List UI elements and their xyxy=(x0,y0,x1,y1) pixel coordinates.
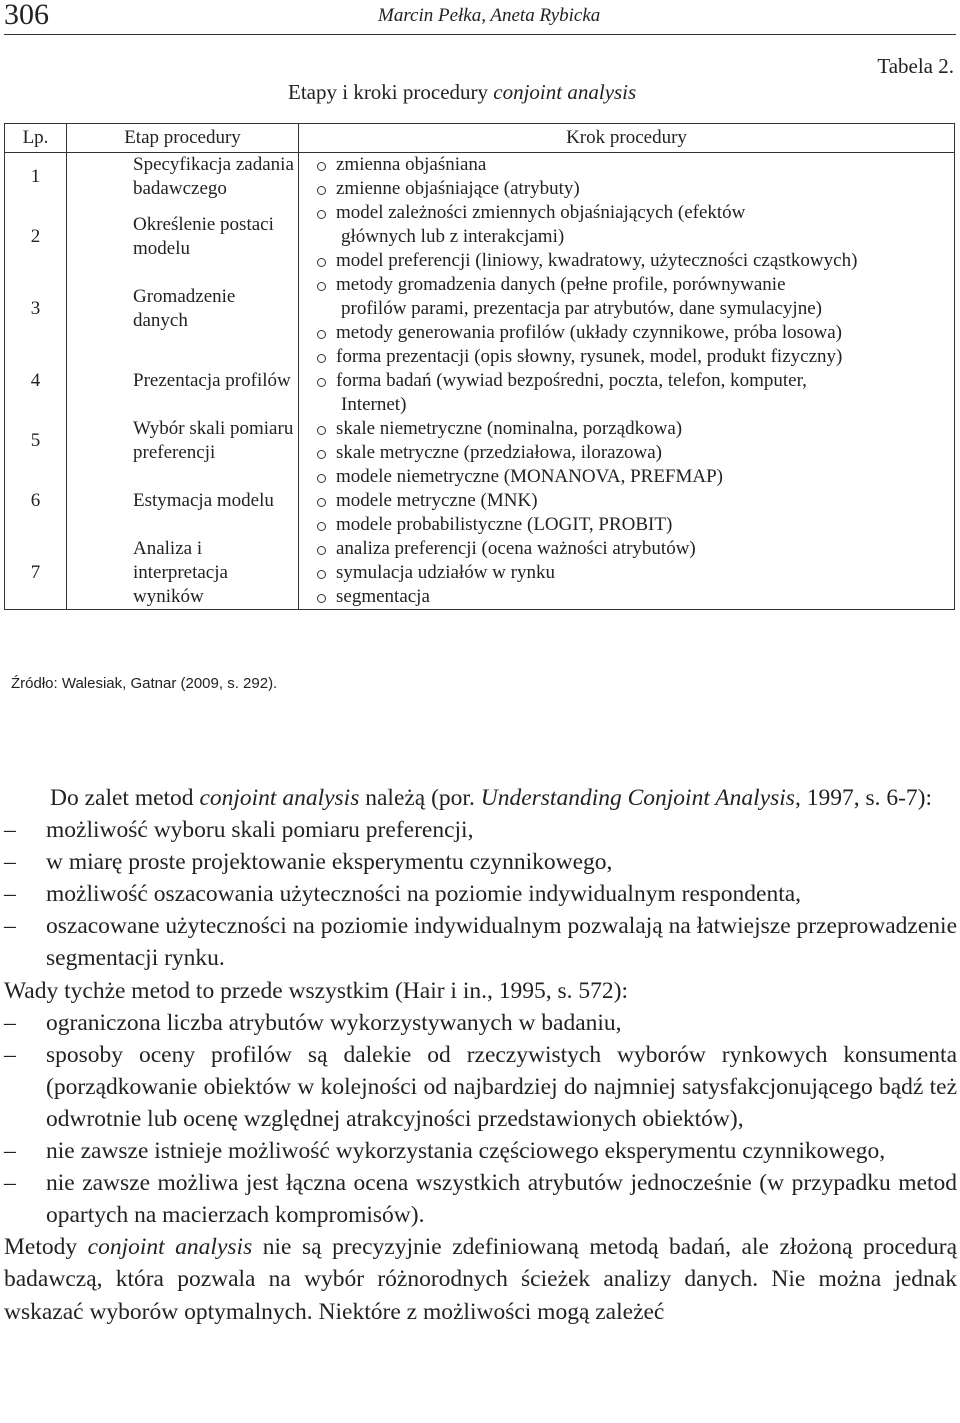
step-text: forma prezentacji (opis słowny, rysunek, model, produkt fizyczny) xyxy=(336,346,843,367)
stage-cell: Wybór skali pomiaru preferencji xyxy=(67,417,299,465)
step-text: segmentacja xyxy=(336,586,430,607)
list-item xyxy=(4,910,957,974)
circle-bullet-icon xyxy=(317,522,326,531)
step-text: modele probabilistyczne (LOGIT, PROBIT) xyxy=(336,514,673,535)
circle-bullet-icon xyxy=(317,186,326,195)
col-header-lp: Lp. xyxy=(5,124,67,153)
list-item-text: nie zawsze możliwa jest łączna ocena wszystkich atrybutów jednocześnie (w przypadku metod opartych na macierzach kompromisów). xyxy=(46,1170,957,1229)
table-row xyxy=(5,537,955,610)
circle-bullet-icon xyxy=(317,498,326,507)
row-number: 6 xyxy=(5,465,67,537)
disadvantages-list xyxy=(4,1007,957,1232)
circle-bullet-icon xyxy=(317,162,326,171)
col-header-stage: Etap procedury xyxy=(67,124,299,153)
row-number: 7 xyxy=(5,537,67,610)
row-number: 1 xyxy=(5,153,67,202)
list-item-text: w miarę proste projektowanie eksperymentu czynnikowego, xyxy=(46,849,613,876)
step-text: zmienne objaśniające (atrybuty) xyxy=(336,178,580,199)
step-item xyxy=(317,225,948,249)
step-text: zmienna objaśniana xyxy=(336,154,487,175)
table-row xyxy=(5,201,955,273)
list-item xyxy=(4,1135,957,1167)
step-item xyxy=(317,297,948,321)
circle-bullet-icon xyxy=(317,282,326,291)
step-text: modele niemetryczne (MONANOVA, PREFMAP) xyxy=(336,466,723,487)
step-item xyxy=(317,513,948,537)
step-text: skale metryczne (przedziałowa, ilorazowa) xyxy=(336,442,662,463)
list-item-text: nie zawsze istnieje możliwość wykorzystania częściowego eksperymentu czynnikowego, xyxy=(46,1138,886,1165)
step-item xyxy=(317,561,948,585)
list-item-text: oszacowane użyteczności na poziomie indywidualnym pozwalają na łatwiejsze przeprowadzenie segmentacji rynku. xyxy=(46,913,957,972)
list-item xyxy=(4,878,957,910)
table-label: Tabela 2. xyxy=(877,54,954,78)
paragraph-advantages-intro: Do zalet metod conjoint analysis należą (por. Understanding Conjoint Analysis, 1997, s. 6-7): xyxy=(50,785,933,811)
step-item xyxy=(317,465,948,489)
table-source: Źródło: Walesiak, Gatnar (2009, s. 292). xyxy=(11,675,278,692)
dash-bullet-icon: – xyxy=(4,817,16,844)
row-number: 3 xyxy=(5,273,67,345)
circle-bullet-icon xyxy=(317,450,326,459)
step-text: Internet) xyxy=(341,394,407,415)
steps-cell xyxy=(299,417,955,465)
step-item xyxy=(317,273,948,297)
steps-cell xyxy=(299,345,955,417)
step-item xyxy=(317,489,948,513)
step-text: model preferencji (liniowy, kwadratowy, użyteczności cząstkowych) xyxy=(336,250,858,271)
step-item xyxy=(317,585,948,609)
steps-cell xyxy=(299,273,955,345)
step-item xyxy=(317,153,948,177)
circle-bullet-icon xyxy=(317,474,326,483)
step-item xyxy=(317,441,948,465)
row-number: 2 xyxy=(5,201,67,273)
list-item xyxy=(4,1167,957,1231)
step-text: skale niemetryczne (nominalna, porządkowa) xyxy=(336,418,683,439)
step-text: metody generowania profilów (układy czynnikowe, próba losowa) xyxy=(336,322,842,343)
steps-cell xyxy=(299,153,955,202)
table-body xyxy=(5,153,955,610)
step-item xyxy=(317,417,948,441)
paragraph-closing: Metody conjoint analysis nie są precyzyjnie zdefiniowaną metodą badań, ale złożoną procedurą badawczą, która pozwala na wybór różnorodnych ścieżek analizy danych. Nie można jednak wskazać wyborów optymalnych. Niektóre z możliwości mogą zależeć xyxy=(4,1234,957,1325)
step-item xyxy=(317,321,948,345)
table-row xyxy=(5,417,955,465)
step-text: forma badań (wywiad bezpośredni, poczta, telefon, komputer, xyxy=(336,370,807,391)
table-row xyxy=(5,273,955,345)
dash-bullet-icon: – xyxy=(4,913,16,940)
list-item xyxy=(4,1007,957,1039)
step-text: modele metryczne (MNK) xyxy=(336,490,538,511)
list-item-text: sposoby oceny profilów są dalekie od rzeczywistych wyborów rynkowych konsumenta (porządkowanie obiektów w kolejności od najbardziej do najmniej satysfakcjonującego bądź też odwrotnie lub ocenę względnej atrakcyjności przedstawionych obiektów), xyxy=(46,1041,957,1132)
col-header-step: Krok procedury xyxy=(299,124,955,153)
circle-bullet-icon xyxy=(317,570,326,579)
row-number: 5 xyxy=(5,417,67,465)
steps-cell xyxy=(299,201,955,273)
list-item-text: ograniczona liczba atrybutów wykorzystywanych w badaniu, xyxy=(46,1009,622,1036)
circle-bullet-icon xyxy=(317,546,326,555)
stage-cell: Określenie postaci modelu xyxy=(67,201,299,273)
step-text: głównych lub z interakcjami) xyxy=(341,226,565,247)
stage-cell: Analiza i interpretacja wyników xyxy=(67,537,299,610)
list-item-text: możliwość oszacowania użyteczności na poziomie indywidualnym respondenta, xyxy=(46,881,802,908)
steps-cell xyxy=(299,465,955,537)
step-item xyxy=(317,249,948,273)
step-item xyxy=(317,345,948,369)
table-row xyxy=(5,465,955,537)
step-item xyxy=(317,369,948,393)
steps-cell xyxy=(299,537,955,610)
table-row xyxy=(5,153,955,202)
step-text: analiza preferencji (ocena ważności atrybutów) xyxy=(336,538,696,559)
dash-bullet-icon: – xyxy=(4,1170,16,1197)
step-text: metody gromadzenia danych (pełne profile, porównywanie xyxy=(336,274,786,295)
circle-bullet-icon xyxy=(317,258,326,267)
step-item xyxy=(317,393,948,417)
running-header-authors: Marcin Pełka, Aneta Rybicka xyxy=(378,5,601,26)
dash-bullet-icon: – xyxy=(4,1009,16,1036)
list-item-text: możliwość wyboru skali pomiaru preferencji, xyxy=(46,817,474,844)
list-item xyxy=(4,846,957,878)
page-number: 306 xyxy=(4,0,49,31)
circle-bullet-icon xyxy=(317,426,326,435)
step-text: profilów parami, prezentacja par atrybutów, dane symulacyjne) xyxy=(341,298,822,319)
circle-bullet-icon xyxy=(317,594,326,603)
circle-bullet-icon xyxy=(317,378,326,387)
step-item xyxy=(317,177,948,201)
row-number: 4 xyxy=(5,345,67,417)
dash-bullet-icon: – xyxy=(4,1138,16,1165)
table-row xyxy=(5,345,955,417)
table-header-row xyxy=(5,124,955,153)
step-item xyxy=(317,537,948,561)
list-item xyxy=(4,814,957,846)
circle-bullet-icon xyxy=(317,354,326,363)
stage-cell: Specyfikacja zadania badawczego xyxy=(67,153,299,202)
dash-bullet-icon: – xyxy=(4,1041,16,1068)
paragraph-disadvantages-intro: Wady tychże metod to przede wszystkim (Hair i in., 1995, s. 572): xyxy=(4,977,628,1004)
header-rule xyxy=(4,34,956,35)
step-text: symulacja udziałów w rynku xyxy=(336,562,555,583)
stage-cell: Prezentacja profilów xyxy=(67,345,299,417)
step-text: model zależności zmiennych objaśniających (efektów xyxy=(336,202,746,223)
stage-cell: Gromadzenie danych xyxy=(67,273,299,345)
body-text xyxy=(4,782,957,1328)
circle-bullet-icon xyxy=(317,210,326,219)
step-item xyxy=(317,201,948,225)
advantages-list xyxy=(4,814,957,974)
stage-cell: Estymacja modelu xyxy=(67,465,299,537)
table-title: Etapy i kroki procedury conjoint analysis xyxy=(288,80,637,104)
dash-bullet-icon: – xyxy=(4,881,16,908)
procedure-table xyxy=(4,123,955,610)
dash-bullet-icon: – xyxy=(4,849,16,876)
list-item xyxy=(4,1039,957,1135)
circle-bullet-icon xyxy=(317,330,326,339)
